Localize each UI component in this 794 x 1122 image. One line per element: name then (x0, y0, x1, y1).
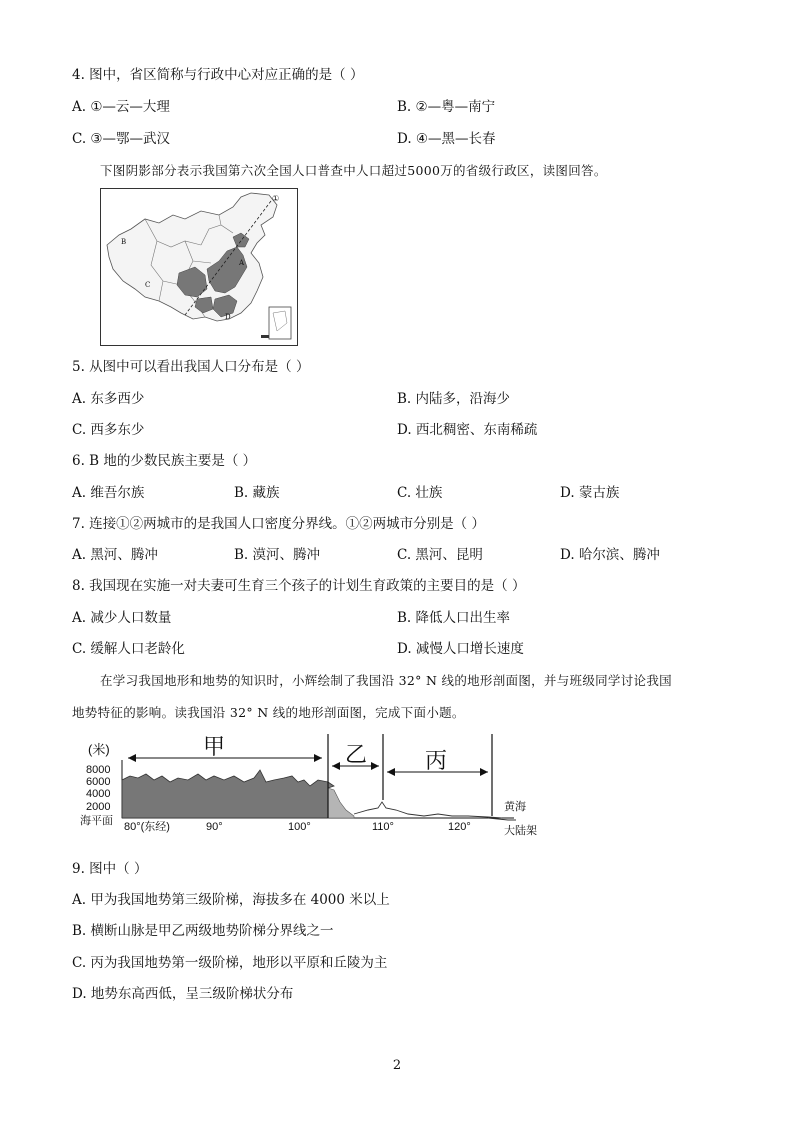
y-tick-8000: 8000 (86, 764, 111, 776)
q8-option-b: B. 降低人口出生率 (397, 610, 511, 626)
q9-option-a: A. 甲为我国地势第三级阶梯，海拔多在 4000 米以上 (72, 892, 390, 908)
q9-option-b: B. 横断山脉是甲乙两级地势阶梯分界线之一 (72, 923, 334, 939)
q4-option-a: A. ①—云—大理 (72, 99, 170, 115)
q6-option-d: D. 蒙古族 (560, 485, 620, 501)
sea-level-label: 海平面 (80, 815, 113, 827)
china-map-graphic (101, 189, 297, 345)
map-label-c: C (145, 281, 151, 289)
q9-option-d: D. 地势东高西低，呈三级阶梯状分布 (72, 986, 294, 1002)
y-unit-label: (米) (88, 742, 110, 757)
q8-stem: 8. 我国现在实施一对夫妻可生育三个孩子的计划生育政策的主要目的是（ ） (72, 578, 526, 594)
q4-stem: 4. 图中，省区简称与行政中心对应正确的是（ ） (72, 67, 364, 83)
terrain-profile-graphic (78, 730, 548, 840)
q5-option-c: C. 西多东少 (72, 422, 145, 438)
zone-label-jia: 甲 (202, 734, 226, 759)
q7-option-c: C. 黑河、昆明 (397, 547, 483, 563)
q6-option-c: C. 壮族 (397, 485, 443, 501)
profile-intro-line1: 在学习我国地形和地势的知识时，小辉绘制了我国沿 32° N 线的地形剖面图，并与班级同学讨论我国 (100, 673, 672, 688)
y-tick-6000: 6000 (86, 776, 111, 788)
q7-stem: 7. 连接①②两城市的是我国人口密度分界线。①②两城市分别是（ ） (72, 516, 485, 532)
q8-option-d: D. 减慢人口增长速度 (397, 641, 524, 657)
y-tick-2000: 2000 (86, 801, 111, 813)
y-tick-4000: 4000 (86, 788, 111, 800)
q9-option-c: C. 丙为我国地势第一级阶梯，地形以平原和丘陵为主 (72, 955, 388, 971)
q4-option-d: D. ④—黑—长春 (397, 131, 496, 147)
x-tick-80: 80°(东经) (124, 821, 170, 833)
zone-label-bing: 丙 (424, 748, 448, 773)
q5-stem: 5. 从图中可以看出我国人口分布是（ ） (72, 359, 310, 375)
map-label-d: D (225, 313, 231, 321)
x-tick-110: 110° (372, 821, 394, 833)
terrain-stage-jia (122, 770, 334, 818)
map-label-b: B (121, 238, 127, 246)
q8-option-a: A. 减少人口数量 (72, 610, 172, 626)
terrain-profile (78, 730, 548, 840)
page-number: 2 (392, 1058, 402, 1073)
q6-stem: 6. B 地的少数民族主要是（ ） (72, 453, 257, 469)
map-label-a: A (239, 259, 245, 267)
q4-option-c: C. ③—鄂—武汉 (72, 131, 171, 147)
q6-option-a: A. 维吾尔族 (72, 485, 145, 501)
q9-stem: 9. 图中（ ） (72, 861, 148, 877)
map-label-1: ① (272, 194, 280, 203)
zone-label-yi: 乙 (344, 742, 368, 767)
x-tick-90: 90° (206, 821, 223, 833)
q5-option-a: A. 东多西少 (72, 391, 145, 407)
profile-intro-line2: 地势特征的影响。读我国沿 32° N 线的地形剖面图，完成下面小题。 (72, 705, 465, 720)
yellow-sea-label: 黄海 (504, 801, 526, 813)
q8-option-c: C. 缓解人口老龄化 (72, 641, 185, 657)
continental-shelf-label: 大陆架 (504, 825, 537, 837)
map-intro: 下图阴影部分表示我国第六次全国人口普查中人口超过5000万的省级行政区，读图回答。 (100, 163, 607, 178)
terrain-stage-yi (328, 788, 354, 818)
q5-option-b: B. 内陆多，沿海少 (397, 391, 511, 407)
q7-option-a: A. 黑河、腾冲 (72, 547, 158, 563)
q6-option-b: B. 藏族 (234, 485, 280, 501)
q7-option-b: B. 漠河、腾冲 (234, 547, 321, 563)
china-population-map (100, 188, 298, 346)
terrain-stage-bing (354, 802, 502, 818)
x-tick-100: 100° (288, 821, 311, 833)
q7-option-d: D. 哈尔滨、腾冲 (560, 547, 660, 563)
x-tick-120: 120° (448, 821, 471, 833)
q5-option-d: D. 西北稠密、东南稀疏 (397, 422, 538, 438)
q4-option-b: B. ②—粤—南宁 (397, 99, 496, 115)
